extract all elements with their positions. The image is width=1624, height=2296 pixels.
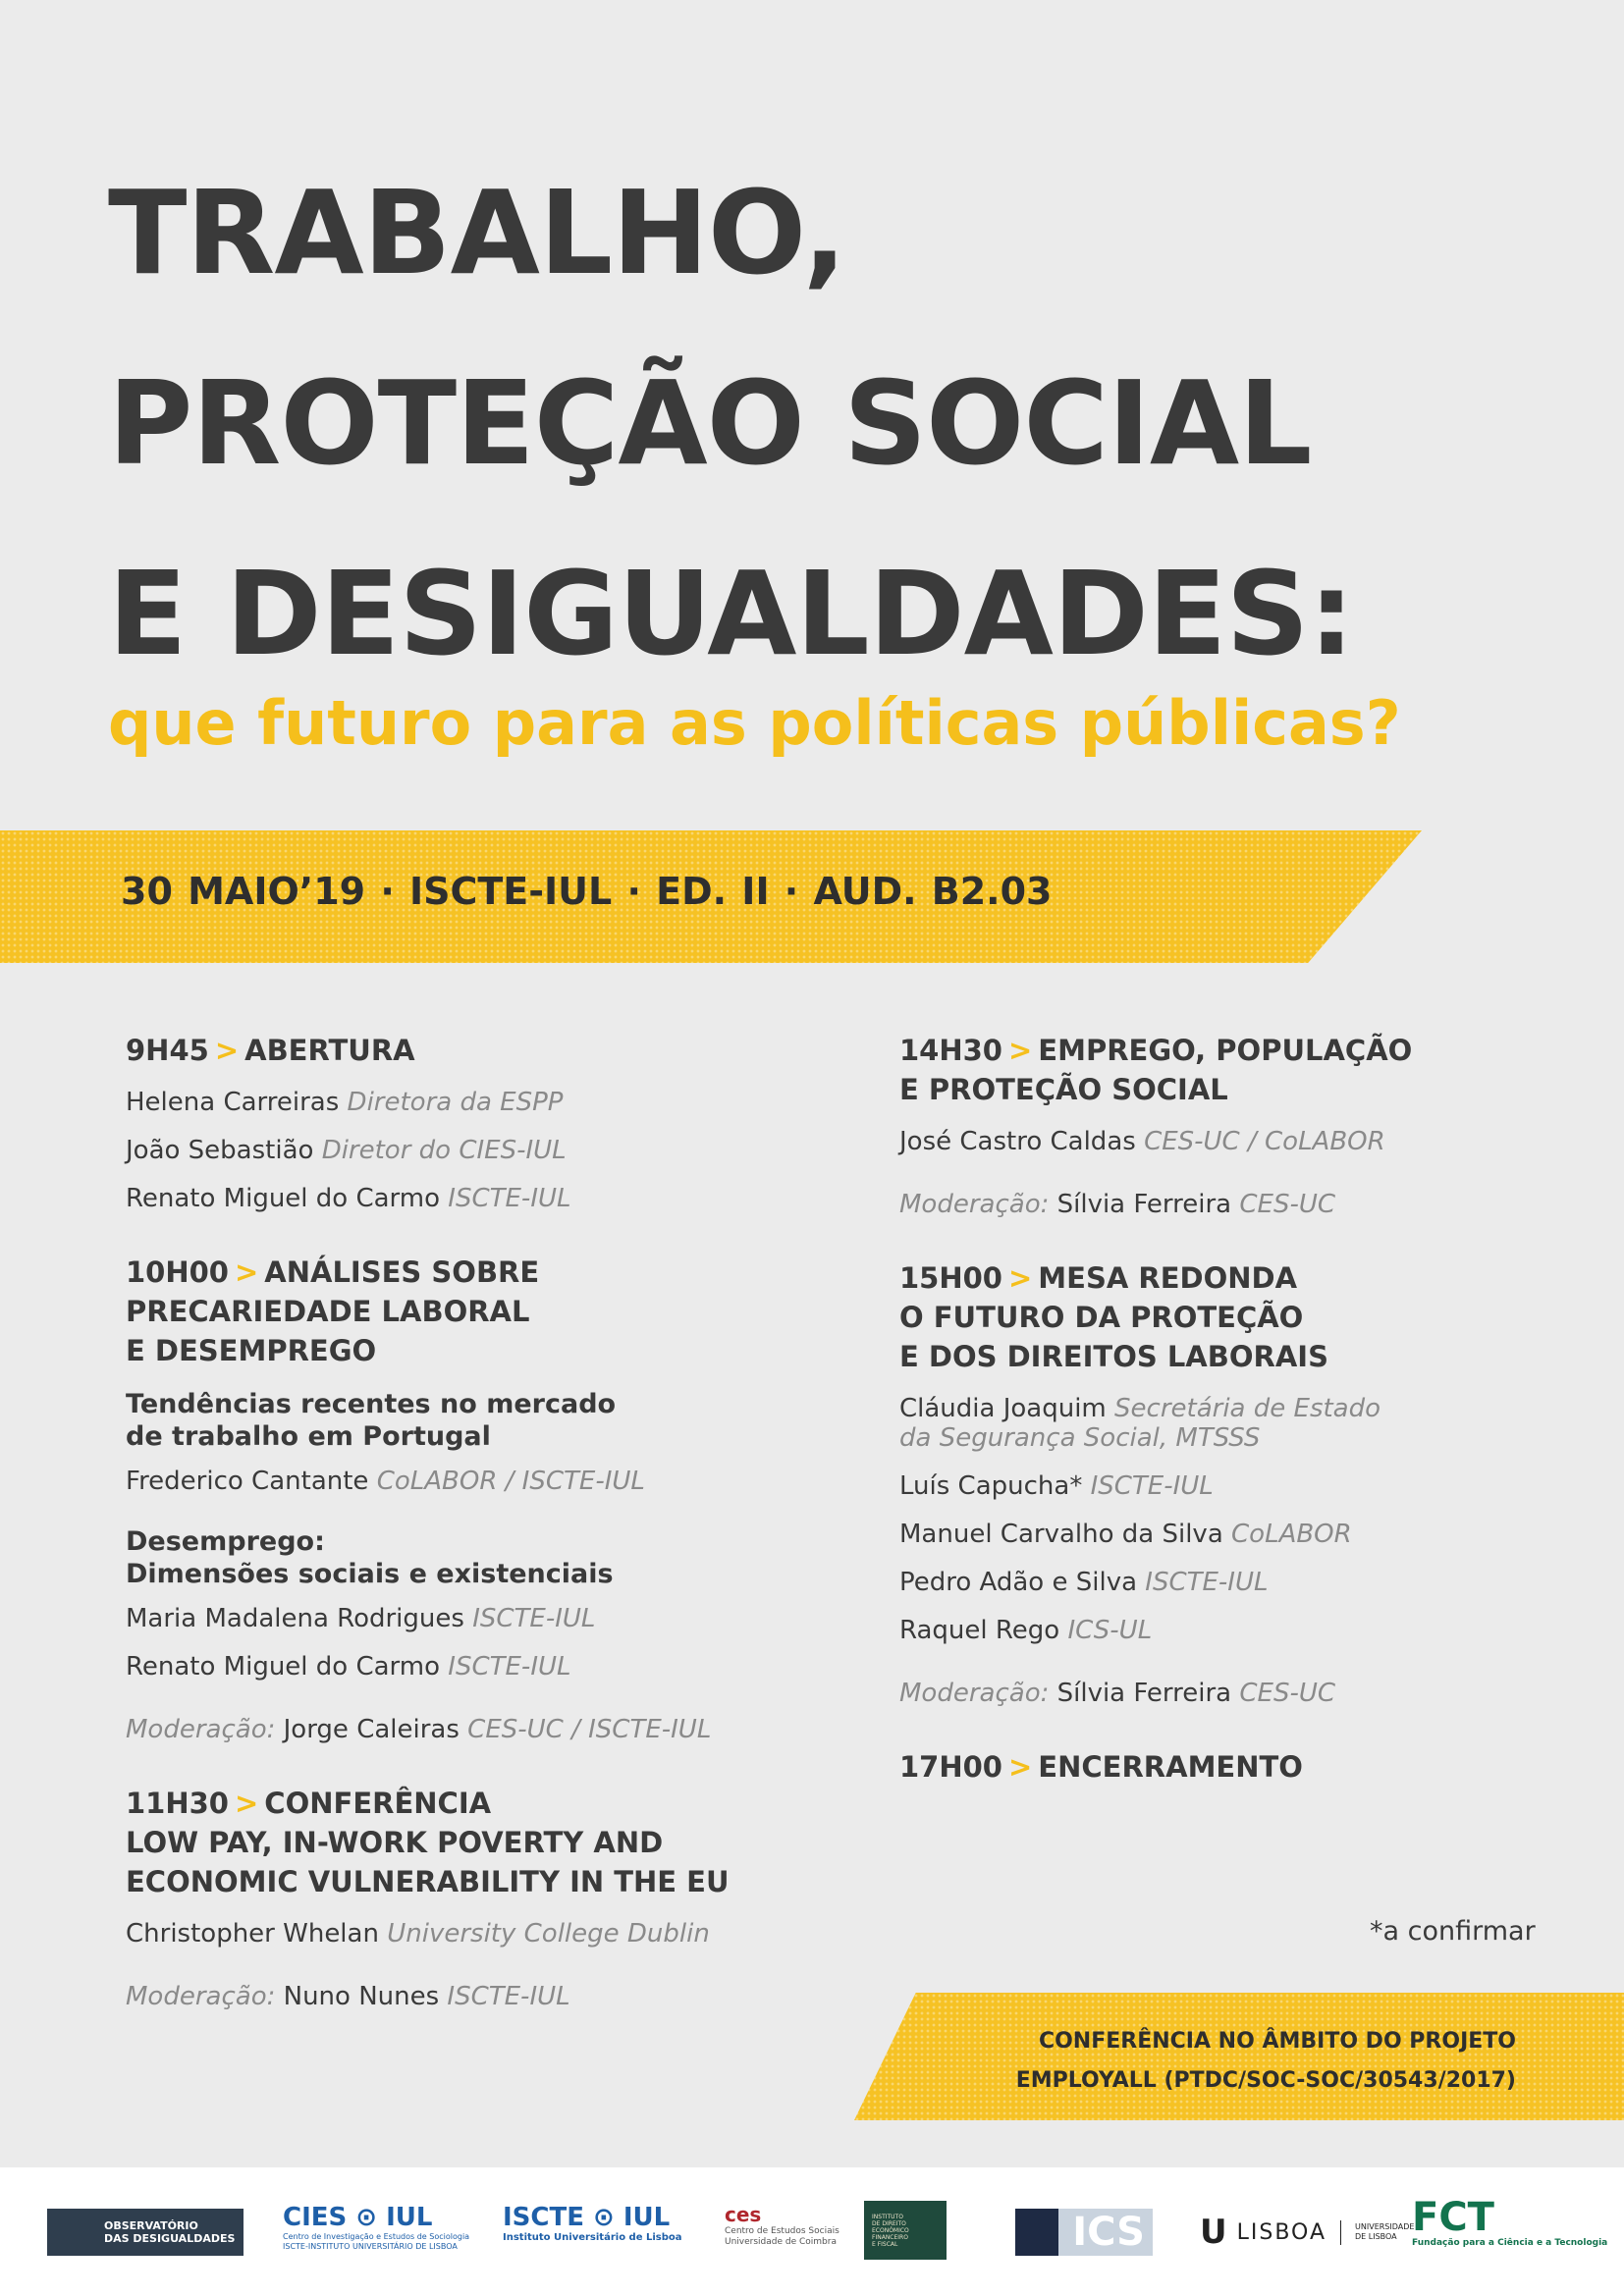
logo-text: OBSERVATÓRIO — [104, 2219, 198, 2232]
arrow-icon: > — [234, 1255, 259, 1289]
partner-logos-footer — [0, 2167, 1624, 2296]
talk-title-line: Tendências recentes no mercado — [126, 1389, 617, 1419]
program-left-column — [126, 1031, 833, 2051]
logo-text: ISCTE-INSTITUTO UNIVERSITÁRIO DE LISBOA — [283, 2242, 458, 2251]
title-line-3: E DESIGUALDADES: — [108, 546, 1354, 681]
session-time: 9H45 — [126, 1034, 209, 1067]
cies-iul-logo — [283, 2203, 469, 2262]
speaker-affiliation: ISCTE-IUL — [448, 1184, 571, 1213]
speaker-name: José Castro Caldas — [899, 1127, 1136, 1156]
speaker-affiliation: ICS-UL — [1067, 1616, 1153, 1645]
speaker-affiliation: Diretor do CIES-IUL — [321, 1136, 567, 1165]
session-time: 15H00 — [899, 1261, 1002, 1295]
speaker-name: Helena Carreiras — [126, 1088, 340, 1117]
ulisboa-logo — [1200, 2203, 1414, 2262]
logo-text: UNIVERSIDADE DE LISBOA — [1355, 2222, 1415, 2241]
speaker-affiliation: ISCTE-IUL — [1145, 1568, 1269, 1597]
idef-logo — [864, 2201, 947, 2260]
speaker-name: Luís Capucha* — [899, 1471, 1083, 1501]
session-title-line: LOW PAY, IN-WORK POVERTY AND — [126, 1826, 664, 1859]
session-round-table — [899, 1258, 1606, 1708]
title-line-1: TRABALHO, — [108, 165, 846, 300]
speaker — [899, 1471, 1606, 1501]
session-heading — [899, 1258, 1606, 1376]
speaker-affiliation: University College Dublin — [387, 1919, 710, 1949]
session-opening — [126, 1031, 833, 1213]
arrow-icon: > — [1007, 1750, 1033, 1784]
event-title — [108, 137, 1354, 709]
logo-text: Instituto Universitário de Lisboa — [503, 2232, 682, 2243]
speaker-name: Cláudia Joaquim — [899, 1394, 1107, 1423]
talk-title — [126, 1525, 833, 1590]
talk-title — [126, 1388, 833, 1453]
session-title-line: MESA REDONDA — [1038, 1261, 1298, 1295]
speaker — [126, 1652, 833, 1682]
speaker — [126, 1088, 833, 1117]
session-title-line: ANÁLISES SOBRE — [264, 1255, 540, 1289]
moderation-label: Moderação: — [126, 1982, 276, 2011]
logo-text: E FISCAL — [872, 2240, 898, 2248]
speaker-affiliation: CoLABOR — [1231, 1520, 1352, 1549]
speaker-name: Renato Miguel do Carmo — [126, 1652, 441, 1682]
moderator-affiliation: CES-UC — [1239, 1190, 1336, 1219]
arrow-icon: > — [234, 1787, 259, 1820]
ces-logo — [725, 2203, 839, 2262]
speaker-name: Christopher Whelan — [126, 1919, 379, 1949]
session-title-line: CONFERÊNCIA — [264, 1787, 492, 1820]
moderator-affiliation: CES-UC / ISCTE-IUL — [467, 1715, 712, 1744]
moderation-label: Moderação: — [126, 1715, 276, 1744]
speaker — [899, 1394, 1606, 1453]
session-title-line: ECONOMIC VULNERABILITY IN THE EU — [126, 1865, 730, 1898]
session-closing — [899, 1747, 1606, 1787]
speaker-affiliation: Secretária de Estado — [1114, 1394, 1381, 1423]
iscte-iul-logo — [503, 2203, 682, 2262]
session-title: ABERTURA — [244, 1034, 415, 1067]
moderator-name: Jorge Caleiras — [283, 1715, 460, 1744]
event-subtitle: que futuro para as políticas públicas? — [108, 687, 1401, 759]
speaker-name: Renato Miguel do Carmo — [126, 1184, 441, 1213]
session-title-line: E DOS DIREITOS LABORAIS — [899, 1340, 1328, 1373]
session-heading — [126, 1784, 833, 1901]
talk-title-line: Desemprego: — [126, 1526, 325, 1557]
session-time: 11H30 — [126, 1787, 229, 1820]
logo-text: Fundação para a Ciência e a Tecnologia — [1412, 2238, 1608, 2248]
logo-text: DE DIREITO — [872, 2219, 906, 2227]
talk-title-line: de trabalho em Portugal — [126, 1421, 491, 1452]
speaker — [899, 1127, 1606, 1156]
moderator-name: Sílvia Ferreira — [1056, 1679, 1232, 1708]
observatorio-logo — [47, 2209, 244, 2256]
logo-text: U — [1200, 2213, 1227, 2252]
logo-text: LISBOA — [1237, 2220, 1341, 2245]
logo-text: ISCTE ⊙ IUL — [503, 2203, 671, 2232]
speaker-name: Frederico Cantante — [126, 1467, 369, 1496]
speaker — [126, 1136, 833, 1165]
moderator-affiliation: ISCTE-IUL — [447, 1982, 570, 2011]
session-precarity — [126, 1253, 833, 1744]
logo-text: ECONÓMICO — [872, 2226, 909, 2234]
logo-text: DAS DESIGUALDADES — [104, 2232, 236, 2245]
date-location: 30 MAIO’19 · ISCTE-IUL · ED. II · AUD. B2.03 — [121, 870, 1053, 913]
session-heading — [126, 1253, 833, 1370]
speaker — [899, 1616, 1606, 1645]
confirm-note: *a confirmar — [1370, 1916, 1536, 1947]
speaker — [899, 1520, 1606, 1549]
session-title-line: E PROTEÇÃO SOCIAL — [899, 1073, 1228, 1106]
moderator — [899, 1190, 1606, 1219]
speaker — [126, 1919, 833, 1949]
session-time: 14H30 — [899, 1034, 1002, 1067]
session-title-line: PRECARIEDADE LABORAL — [126, 1295, 530, 1328]
logo-text: ces — [725, 2203, 762, 2226]
session-title-line: EMPREGO, POPULAÇÃO — [1038, 1034, 1413, 1067]
arrow-icon: > — [1007, 1261, 1033, 1295]
session-time: 17H00 — [899, 1750, 1002, 1784]
logo-text: Universidade de Coimbra — [725, 2237, 837, 2247]
speaker — [126, 1184, 833, 1213]
speaker — [899, 1568, 1606, 1597]
session-heading — [899, 1747, 1606, 1787]
speaker-affiliation-line-2: da Segurança Social, MTSSS — [899, 1423, 1261, 1453]
logo-text: FINANCEIRO — [872, 2233, 908, 2241]
moderation-label: Moderação: — [899, 1679, 1050, 1708]
project-note — [1016, 2022, 1516, 2101]
session-heading — [126, 1031, 833, 1070]
moderator-name: Nuno Nunes — [283, 1982, 440, 2011]
session-employment — [899, 1031, 1606, 1219]
speaker-affiliation: ISCTE-IUL — [448, 1652, 571, 1682]
title-line-2: PROTEÇÃO SOCIAL — [108, 355, 1312, 491]
speaker-name: João Sebastião — [126, 1136, 314, 1165]
session-time: 10H00 — [126, 1255, 229, 1289]
ics-emblem-icon — [1015, 2209, 1058, 2256]
logo-text: Centro de Investigação e Estudos de Sociologia — [283, 2232, 470, 2241]
session-conference — [126, 1784, 833, 2011]
logo-text: INSTITUTO — [872, 2213, 903, 2220]
session-heading — [899, 1031, 1606, 1109]
arrow-icon: > — [214, 1034, 240, 1067]
speaker-name: Raquel Rego — [899, 1616, 1060, 1645]
logo-text: FCT — [1412, 2195, 1494, 2240]
moderation-label: Moderação: — [899, 1190, 1050, 1219]
project-line: EMPLOYALL (PTDC/SOC-SOC/30543/2017) — [1015, 2068, 1516, 2093]
ics-logo — [1015, 2209, 1153, 2256]
fct-logo — [1412, 2197, 1607, 2256]
session-title-line: O FUTURO DA PROTEÇÃO — [899, 1301, 1304, 1334]
talk-title-line: Dimensões sociais e existenciais — [126, 1559, 614, 1589]
session-title: ENCERRAMENTO — [1038, 1750, 1303, 1784]
program-right-column — [899, 1031, 1606, 1826]
speaker-affiliation: ISCTE-IUL — [472, 1604, 596, 1633]
speaker-affiliation: ISCTE-IUL — [1090, 1471, 1214, 1501]
speaker-affiliation: Diretora da ESPP — [347, 1088, 564, 1117]
speaker — [126, 1604, 833, 1633]
moderator-name: Sílvia Ferreira — [1056, 1190, 1232, 1219]
logo-text: CIES ⊙ IUL — [283, 2203, 433, 2232]
moderator — [899, 1679, 1606, 1708]
speaker-name: Maria Madalena Rodrigues — [126, 1604, 464, 1633]
session-title-line: E DESEMPREGO — [126, 1334, 377, 1367]
speaker — [126, 1467, 833, 1496]
moderator — [126, 1715, 833, 1744]
speaker-name: Pedro Adão e Silva — [899, 1568, 1138, 1597]
arrow-icon: > — [1007, 1034, 1033, 1067]
logo-text: Centro de Estudos Sociais — [725, 2226, 839, 2236]
logo-text: ICS — [1072, 2210, 1145, 2255]
project-line: CONFERÊNCIA NO ÂMBITO DO PROJETO — [1038, 2029, 1516, 2054]
moderator — [126, 1982, 833, 2011]
speaker-name: Manuel Carvalho da Silva — [899, 1520, 1223, 1549]
speaker-affiliation: CoLABOR / ISCTE-IUL — [376, 1467, 645, 1496]
moderator-affiliation: CES-UC — [1239, 1679, 1336, 1708]
speaker-affiliation: CES-UC / CoLABOR — [1144, 1127, 1385, 1156]
